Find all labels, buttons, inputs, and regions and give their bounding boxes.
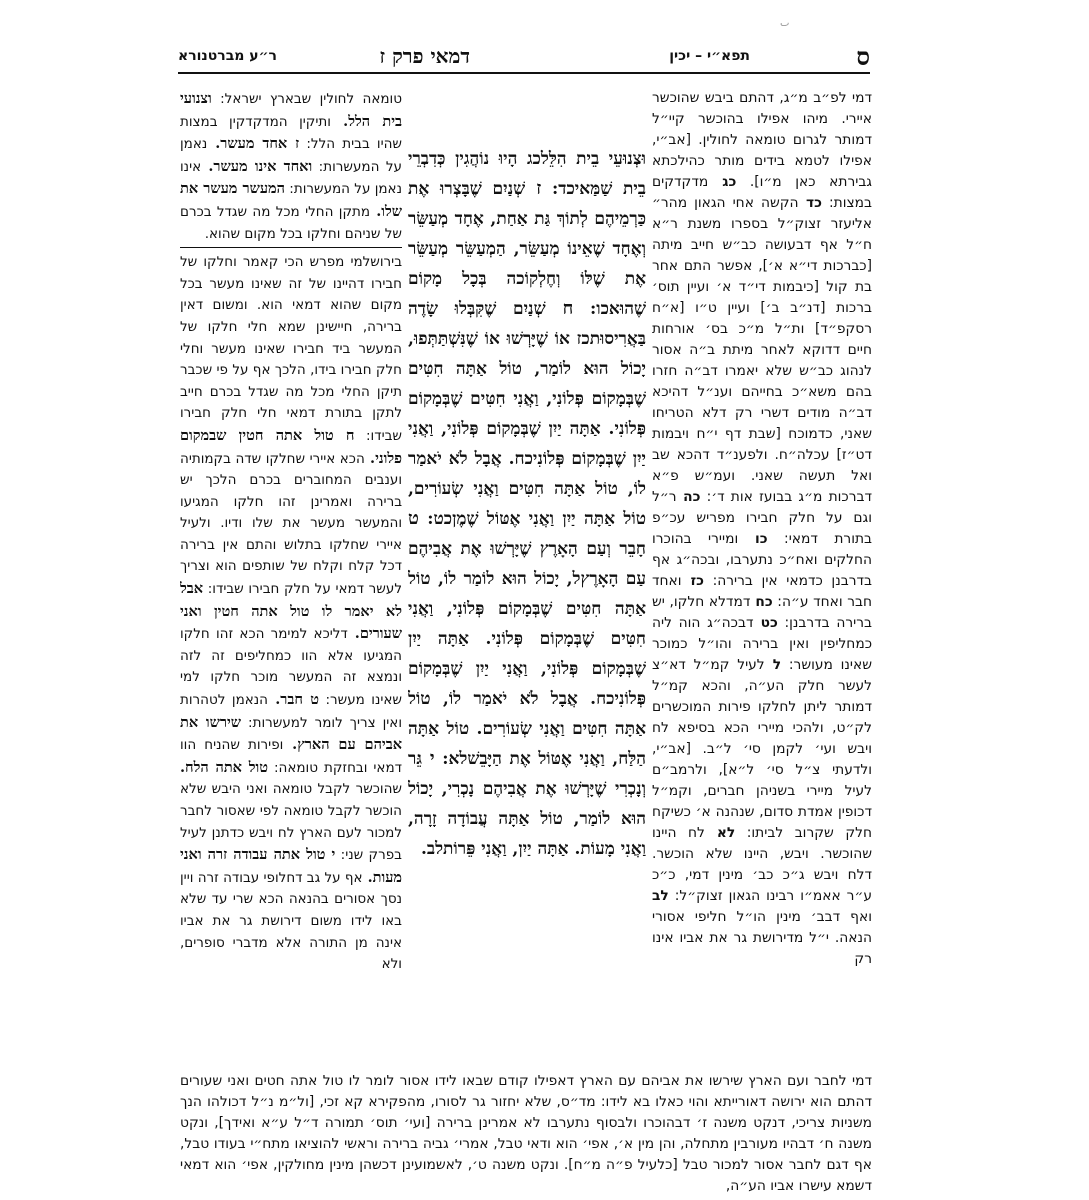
footer-commentary: דמי לחבר ועם הארץ שירשו את אביהם עם הארץ דאפילו קודם שבאו לידו אסור לומר לו טול אתה חטים ואני שעורים דהתם הוא ירושה דאורייתא והוי כאלו בא לידו: מד״ס, שלא יחזור גר לסורו, מהפקירא קא זכי, [ול״מ נ״ל דכולהו הנך משניות צריכי, דנקט משנה ז׳ דבהוכרו ולבסוף נתערבו לא אמרינן ברירה [ועי׳ תוס׳ תמורה ד״ל ע״א ואידך], ונקט משנה ח׳ דבהיו מעורבין מתחלה, והן מין א׳, אפי׳ הוא ודאי טבל, אמרי׳ גביה ברירה וראשי להוציאו מתח״י בעודו טבל, אף דגם לחבר אסור למכור טבל [כלעיל פ״ה מ״ח]. ונקט משנה ט׳, לאשמועינן דכשהן מינין מחולקין, אפי׳ הוא דמאי דשמא עישרו אביו הע״ה, (180, 1073, 872, 1194)
tifereth-note-text: ואף דבב׳ מינין הו״ל חליפי אסורי הנאה. י״ל מדירושת גר את אביו אינו רק (652, 909, 872, 967)
tifereth-note-marker: כג (708, 174, 737, 190)
mishnah-text: גֵּר וְנָכְרִי שֶׁיָּרְשׁוּ אֶת אֲבִיהֶם נָכְרִי, יָכוֹל הוּא לוֹמַר, טוֹל אַתָּה עֲבוֹדָה זָרָה, וַאֲנִי מָעוֹת. אַתָּה יַיִן, וַאֲנִי פֵּרוֹתלב. (408, 749, 646, 859)
bartenura-text: הכא איירי שחלקו שדה בקמותיה וענבים המחוברים בכרם הלכך יש ברירה ואמרינן זהו חלקו המגיעו והמעשר מעשר את שלו ודיו. ולעיל איירי שחלקו בתלוש והתם אין ברירה דכל קלח וקלח של שותפים הוא וצריך לעשר דמאי על חלק חבירו שבידו: (180, 450, 402, 598)
bartenura-text: ותיקין המדקדקין במצות שהיו בבית הלל: (180, 113, 402, 153)
bartenura-heading: טול אתה הלח. (180, 758, 268, 776)
tifereth-note-marker: כז (681, 573, 704, 589)
tifereth-note-text: לעיל קמ״ל דא״צ לעשר חלק הע״ה, והכא קמ״ל דמותר ליתן לחלקו פירות המוכשרים לק״ט, ולהכי מיירי הכא בסיפא לח ויבש ועי׳ לקמן סי׳ ל״ב. [אב״י, ולדעתי צ״ל סי׳ ל״א], ולרמב״ם לעיל מיירי בשניהן חברים, וקמ״ל דכופין אמדת סדום, שנהנה א׳ כשיקח חלק שקרוב לביתו: (652, 657, 872, 841)
tifereth-note-marker: כח (750, 594, 773, 610)
mishnah-number: ט (408, 508, 419, 529)
bartenura-text: אינו נאמן על המעשרות: (180, 158, 402, 198)
tifereth-note-marker: כד (798, 195, 822, 211)
bartenura-heading: ט חבר. (268, 691, 319, 709)
bartenura-text: אף על גב דחלופי עבודה זרה ויין נסך אסורים בהנאה הכא שרי עד שלא באו לידו משום דירושת גר את אביו אינה מן התורה אלא מדברי סופרים, ולא (180, 869, 402, 973)
bartenura-text: נאמן על המעשרות: (180, 136, 402, 175)
bartenura-text: ופירות שהניח הוו דמאי ובחזקת טומאה: (180, 737, 402, 776)
bartenura-intro: טומאה לחולין שבארץ ישראל: (211, 91, 402, 107)
tifereth-note-marker: כו (738, 531, 768, 547)
bartenura-heading: שירשו את אביהם עם הארץ. (180, 713, 402, 754)
mishnah-text: שְׁנַיִם שֶׁקִּבְּלוּ שָׂדֶה בַּאֲרִיסוּתכז אוֹ שֶׁיָּרְשׁוּ אוֹ שֶׁנִּשְׁתַּתְּפוּ, יָכוֹל הוּא לוֹמַר, טוֹל אַתָּה חִטִּים שֶׁבְּמָקוֹם פְּלוֹנִי, וַאֲנִי חִטִּים שֶׁבְּמָקוֹם פְּלוֹנִי. אַתָּה יַיִן שֶׁבְּמָקוֹם פְּלוֹנִי, וַאֲנִי יַיִן שֶׁבְּמָקוֹם פְּלוֹנִיכח. אֲבָל לֹא יֹאמַר לוֹ, טוֹל אַתָּה חִטִּים וַאֲנִי שְׂעוֹרִים, טוֹל אַתָּה יַיִן וַאֲנִי אֶטּוֹל שֶׁמֶןכט: (408, 299, 646, 529)
mishnah-text-column (408, 144, 646, 1064)
tifereth-note-marker: כה (676, 489, 701, 505)
tifereth-note-text: ואחד חבר ואחד ע״ה: (652, 573, 872, 610)
tifereth-note-marker: לב (652, 888, 669, 904)
bartenura-heading: ח טול אתה חטין שבמקום פלוני. (180, 426, 402, 467)
column-divider-rule (180, 247, 402, 248)
bartenura-heading: ז אחד מעשר. (207, 135, 300, 153)
mishnah-number: י (421, 748, 435, 769)
page-number: ס (856, 42, 870, 71)
tifereth-note-marker: ל (764, 657, 782, 673)
bartenura-text: שהוכשר לקבל טומאה ואני היבש שלא הוכשר לקבל טומאה לפי שאסור לחבר למכור לעם הארץ לח ויבש כדתנן לעיל בפרק שני: (180, 781, 402, 864)
page-corner-mark: ٮ (780, 18, 790, 29)
bartenura-heading: ואחד אינו מעשר. (201, 157, 313, 175)
header-tifereth-label: תפא״י – יכין (669, 48, 750, 64)
tifereth-note-marker: כט (753, 615, 778, 631)
tifereth-note-marker: לא (704, 825, 736, 841)
bartenura-text: בירושלמי מפרש הכי קאמר וחלקו של חבירו דהיינו של זה שאינו מעשר בכל מקום שהוא דמאי הוא. ומשום דאין ברירה, חיישינן שמא חלי חלקו של המעשר ביד חבירו שאינו מעשר וחלי חלק חבירו בידו, הלכך אף על פי שכבר תיקן החלי מכל מה שגדל בכרם חייב לתקן בתורת דמאי חלי חלק חבירו שבידו: (180, 254, 402, 444)
bartenura-text: הנאמן לטהרות ואין צריך לומר למעשרות: (180, 692, 402, 731)
mishnah-text: שְׁנַיִם שֶׁבָּצְרוּ אֶת כַּרְמֵיהֶם לְתוֹךְ גַּת אַחַת, אֶחָד מְעַשֵּׂר וְאֶחָד שֶׁאֵינוֹ מְעַשֵּׂר, הַמְעַשֵּׂר מְעַשֵּׂר אֶת שֶׁלּוֹ וְחֶלְקוֹכה בְּכָל מָקוֹם שֶׁהוּאכו: (408, 179, 646, 319)
tifereth-note-text: לח היינו שהוכשר. ויבש, היינו שלא הוכשר. דלח ויבש ג״כ כב׳ מינין דמי, כ״כ ע״ר אאמ״ו רבינו הגאון זצוק״ל: (652, 825, 872, 904)
mishnah-text: חָבֵר וְעַם הָאָרֶץ שֶׁיָּרְשׁוּ אֶת אֲבִיהֶם עַם הָאָרֶץל, יָכוֹל הוּא לוֹמַר לוֹ, טוֹל אַתָּה חִטִּים שֶׁבְּמָקוֹם פְּלוֹנִי, וַאֲנִי חִטִּים שֶׁבְּמָקוֹם פְּלוֹנִי. אַתָּה יַיִן שֶׁבְּמָקוֹם פְּלוֹנִי, וַאֲנִי יַיִן שֶׁבְּמָקוֹם פְּלוֹנִיכח. אֲבָל לֹא יֹאמַר לוֹ, טוֹל אַתָּה חִטִּים וַאֲנִי שְׂעוֹרִים. טוֹל אַתָּה הַלַּח, וַאֲנִי אֶטּוֹל אֶת הַיָּבֵשׁלא: (408, 539, 646, 769)
tifereth-note-text: דמדלא חלקו, יש ברירה בדרבנן: (652, 594, 872, 631)
tifereth-note-text: ומיירי בהוכרו החלקים ואח״כ נתערבו, ובכה״ג אף בדרבנן כדמאי אין ברירה: (652, 531, 872, 589)
bartenura-heading: י טול אתה עבודה זרה ואני מעות. (180, 846, 402, 886)
header-bartenura-label: ר״ע מברטנורא (178, 48, 277, 64)
tifereth-yisrael-column (652, 88, 872, 1068)
bartenura-heading: אבל לא יאמר לו טול אתה חטין ואני שעורים. (180, 580, 402, 643)
mishnah-text: וּצְנוּעֵי בֵית הִלֵּלכג הָיוּ נוֹהֲגִין כְּדִבְרֵי בֵית שַׁמַּאיכד: (408, 149, 646, 199)
tifereth-note-text: מדקדקים במצות: (652, 174, 872, 211)
mishnah-number: ח (545, 298, 574, 319)
tifereth-note-text: ר״ל וגם על חלק חבירו מפריש עכ״פ בתורת דמאי: (652, 489, 872, 547)
mishnah-number: ז (525, 178, 542, 199)
page-header (178, 38, 870, 74)
bartenura-commentary-column (180, 88, 402, 1068)
bartenura-heading: וצנועי בית הלל. (180, 90, 402, 130)
tifereth-note-text: דמי לפ״ב מ״ג, דהתם ביבש שהוכשר איירי. מיהו אפילו בהוכשר קיי״ל דמותר לגרום טומאה לחולין. [אב״י, אפילו לטמא בידים מותר כהילכתא גבירתא כאן מ״ו]. (652, 90, 872, 190)
header-tractate-title: דמאי פרק ז (379, 44, 470, 68)
tifereth-note-text: דבכה״ג הוה ליה כמחליפין ואין ברירה והו״ל כמוכר שאינו מעושר: (652, 615, 872, 673)
tifereth-note-text: הקשה אחי הגאון מהר״ אליעזר זצוק״ל בספרו משנת ר״א ח״ל אף דבעושה כב״ש חייב מיתה [כברכות די״א א׳], אפשר התם אחר בת קול [כיבמות די״ד א׳ ועיין תוס׳ ברכות [דנ״ב ב׳] ועיין ט״ו [א״ח רסקפ״ד] ות״ל מ״כ בס׳ אורחות חיים דדוקא לאחר מיתת ב״ה אסור לנהוג כב״ש שלא יאמרו דב״ה חזרו בהם משא״כ בחייהם וענ״ל דהיכא דב״ה מודים דשרי רק דלא הטריחו שאני, כדמוכח [שבת דף י״ח ויבמות דט״ז] עכלה״ח. ולפענ״ד דהכא שב ואל תעשה שאני. ועמ״ש פ״א דברכות מ״ג בבועז אות ד׳: (652, 195, 872, 505)
bartenura-text: דליכא למימר הכא זהו חלקו המגיעו אלא הוו כמחליפים זה לזה ונמצא זה המעשר מוכר חלקו למי שאינו מעשר: (180, 626, 402, 709)
bartenura-heading: המעשר מעשר את שלו. (180, 180, 402, 220)
bartenura-text: מתקן החלי מכל מה שגדל בכרם של שניהם וחלקו בכל מקום שהוא. (180, 203, 402, 242)
